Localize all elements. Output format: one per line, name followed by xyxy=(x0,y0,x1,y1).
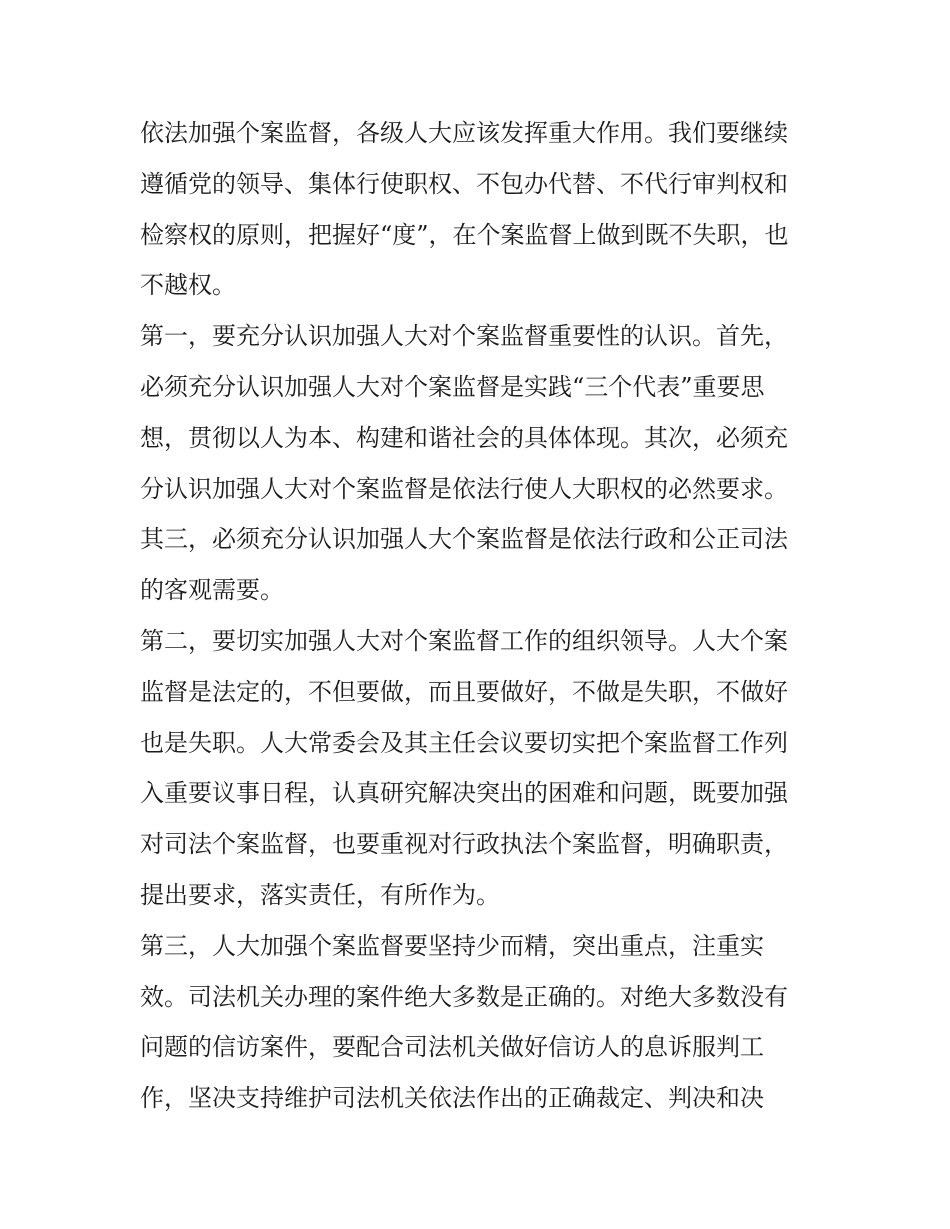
text-line: 的客观需要。 xyxy=(140,576,284,605)
text-line: 第一，要充分认识加强人大对个案监督重要性的认识。首先， xyxy=(140,322,788,351)
text-line: 想，贯彻以人为本、构建和谐社会的具体体现。其次，必须充 xyxy=(140,423,788,452)
text-line: 检察权的原则，把握好“度”，在个案监督上做到既不失职，也 xyxy=(140,220,789,249)
document-body xyxy=(140,108,820,1124)
text-line: 提出要求，落实责任，有所作为。 xyxy=(140,880,500,909)
text-line: 监督是法定的，不但要做，而且要做好，不做是失职，不做好 xyxy=(140,677,788,706)
text-line: 作，坚决支持维护司法机关依法作出的正确裁定、判决和决 xyxy=(140,1084,764,1113)
text-line: 效。司法机关办理的案件绝大多数是正确的。对绝大多数没有 xyxy=(140,982,788,1011)
text-line: 入重要议事日程，认真研究解决突出的困难和问题，既要加强 xyxy=(140,779,788,808)
text-line: 第三，人大加强个案监督要坚持少而精，突出重点，注重实 xyxy=(140,931,764,960)
text-line: 也是失职。人大常委会及其主任会议要切实把个案监督工作列 xyxy=(140,728,788,757)
text-line: 其三，必须充分认识加强人大个案监督是依法行政和公正司法 xyxy=(140,525,788,554)
text-line: 第二，要切实加强人大对个案监督工作的组织领导。人大个案 xyxy=(140,626,788,655)
text-line: 问题的信访案件，要配合司法机关做好信访人的息诉服判工 xyxy=(140,1033,764,1062)
text-line: 依法加强个案监督，各级人大应该发挥重大作用。我们要继续 xyxy=(140,119,788,147)
text-line: 不越权。 xyxy=(140,271,236,300)
text-line: 必须充分认识加强人大对个案监督是实践“三个代表”重要思 xyxy=(140,372,765,401)
text-line: 分认识加强人大对个案监督是依法行使人大职权的必然要求。 xyxy=(140,474,788,503)
text-line: 遵循党的领导、集体行使职权、不包办代替、不代行审判权和 xyxy=(140,169,788,198)
text-line: 对司法个案监督，也要重视对行政执法个案监督，明确职责， xyxy=(140,830,788,859)
